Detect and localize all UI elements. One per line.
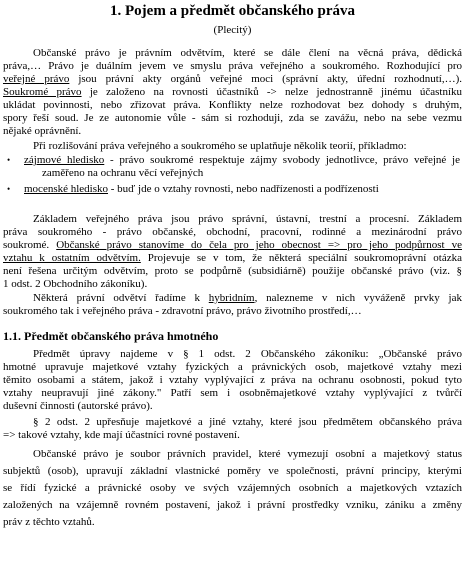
text-span: duševní činnosti (autorské právo). [3,400,153,412]
underlined-statement: vztahu k ostatním odvětvím. [3,252,141,264]
text-span: hmotné upravuje majetkové vztahy fyzických a právnických osob, majetkové vztahy mezi [3,361,462,373]
text-span: nějaké oprávnění. [3,125,82,137]
list-item [24,154,460,167]
text-line [3,465,462,478]
term-hybridni: hybridním [208,292,255,304]
term-verejne-pravo: veřejné právo [3,73,70,85]
text-span: Občanské právo je právním odvětvím, které se dále člení na věcná práva, dědická [33,47,462,59]
text-line [3,305,462,318]
text-span: jsou právní akty orgánů veřejné moci (správní akty, úřední rozhodnutí,…). [69,73,462,85]
page-title: 1. Pojem a předmět občanského práva [110,3,355,19]
text-line [3,416,462,429]
text-line [3,239,462,252]
text-line [3,60,462,73]
text-span: se řídí fyzické a právnické osoby ve svých vzájemných osobních a majetkových vztazích [3,482,462,494]
text-line [3,374,462,387]
text-span: Některá právní odvětví řadíme k [33,292,209,304]
text-span: není řešena určitým odvětvím, proto se podpůrně (subsidiárně) použije občanské právo (viz. § [3,265,462,277]
author-note: (Plecitý) [213,24,252,36]
text-span: Předmět úpravy najdeme v § 1 odst. 2 Občanského zákoníku: „Občanské právo [33,348,462,360]
text-span: Projevuje se v tom, že některá speciální soukromoprávní otázka [140,252,462,264]
text-span: těmito osobami a státem, jakož i vztahy vyplývající z práva na ochranu osobnosti, pokud tyto [3,374,462,386]
text-line [3,252,462,265]
text-span: zaměřeno na ochranu věcí veřejných [42,167,204,179]
text-line [3,86,462,99]
text-line [3,516,462,529]
text-span: založených na vzájemně rovném postavení, jakož i právní prostředky vzniku, zániku a změny [3,499,462,511]
text-line [3,99,462,112]
text-line [3,213,462,226]
term-soukrome-pravo: Soukromé právo [3,86,82,98]
text-span: Při rozlišování práva veřejného a soukromého se uplatňuje několik teorií, příkladmo: [33,140,407,152]
text-span: => takové vztahy, kde mají účastníci rovné postavení. [3,429,240,441]
text-line [3,448,462,461]
text-span: 1 odst. 2 Obchodního zákoníku). [3,278,148,290]
text-span: práva,… Právo je duálním jevem ve smyslu práva veřejného a soukromého. Rozhodující pro [3,60,462,72]
text-line [3,348,462,361]
text-span: spory řeší soud. Je ze autonomie vůle - sám si rozhoduji, zda se zavážu, nebo na sebe vezmu [3,112,462,124]
text-line [3,400,462,413]
text-span: § 2 odst. 2 upřesňuje majetkové a jiné vztahy, které jsou předmětem občanského práva [33,416,462,428]
text-line [3,73,462,86]
text-span: práv z těchto vztahů. [3,516,95,528]
text-line [3,140,465,153]
term-mocenske-hledisko: mocenské hledisko [24,183,109,195]
text-span: soukromé. [3,239,57,251]
text-span: Základem veřejného práva jsou právo správní, ústavní, trestní a procesní. Základem [33,213,462,225]
bullet-icon: • [7,155,11,165]
text-line [42,167,465,180]
text-line [3,226,462,239]
text-span: subjektů (osob), upravují základní vlastnické poměry ve společnosti, právní principy, kterými [3,465,462,477]
text-span: - buď jde o vztahy rovnosti, nebo nadřízenosti a podřízenosti [108,183,379,195]
text-span: práva soukromého - právo občanské, obchodní, pracovní, rodinné a mezinárodní právo [3,226,462,238]
underlined-statement: Občanské právo stanovíme do čela pro jeho obecnost => pro jeho podpůrnost ve [56,239,462,251]
text-line [3,429,462,442]
text-span: Občanské právo je soubor právních pravidel, které vymezují osobní a majetkový status [33,448,462,460]
text-span: soukromého tak i veřejného práva - zdravotní právo, právo životního prostředí,… [3,305,362,317]
text-line [3,112,462,125]
text-span: ukládat povinnosti, nebo zřizovat práva. Konflikty nelze rozhodovat bez dohody s druhým, [3,99,462,111]
text-line [3,482,462,495]
list-item [24,183,465,196]
text-span: vztahy neupravují jiné zákony." Patří sem i osobněmajetkové vztahy vyplývající z tvůrčí [3,387,462,399]
text-line [3,265,462,278]
term-zajmove-hledisko: zájmové hledisko [24,154,105,166]
section-heading: 1.1. Předmět občanského práva hmotného [3,329,219,343]
text-line [3,278,462,291]
bullet-icon: • [7,184,11,194]
text-span: je založeno na rovnosti účastníků -> nelze jednostranně jinému účastníku [81,86,463,98]
text-span: - právo soukromé respektuje zájmy svobody jednotlivce, právo veřejné je [104,154,460,166]
text-line [3,387,462,400]
text-line [3,361,462,374]
text-line [3,499,462,512]
text-line [3,125,462,138]
text-span: , nalezneme v nich vyváženě prvky jak [254,292,462,304]
text-line [3,47,462,60]
text-line [3,292,462,305]
